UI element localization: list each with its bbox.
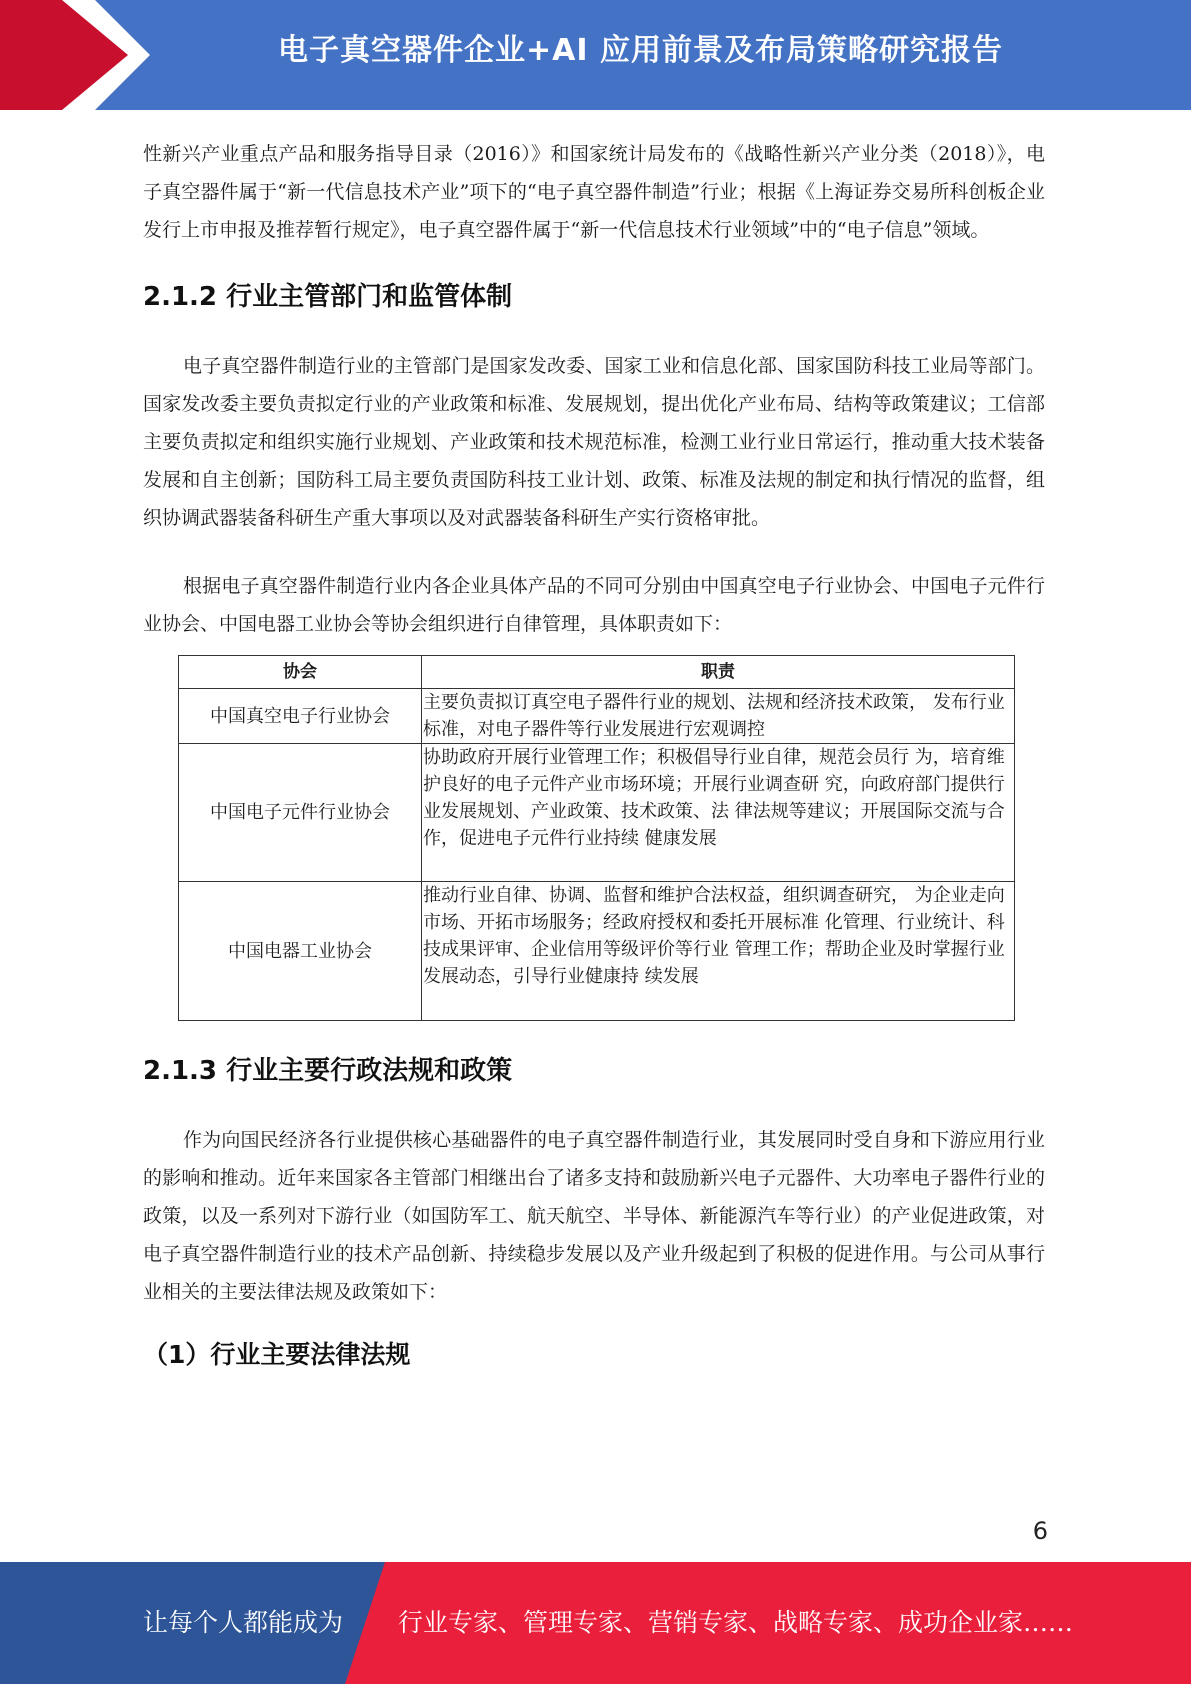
table-cell-duty: 推动行业自律、协调、监督和维护合法权益，组织调查研究， 为企业走向市场、开拓市场服务；经政府授权和委托开展标准 化管理、行业统计、科技成果评审、企业信用等级评价等行业 管理工作；帮助企业及时掌握行业发展动态，引导行业健康持 续发展 — [422, 882, 1015, 1021]
section-heading-2-1-2: 2.1.2 行业主管部门和监管体制 — [143, 282, 513, 312]
policy-paragraph: 作为向国民经济各行业提供核心基础器件的电子真空器件制造行业，其发展同时受自身和下游应用行业的影响和推动。近年来国家各主管部门相继出台了诸多支持和鼓励新兴电子元器件、大功率电子器件行业的政策，以及一系列对下游行业（如国防军工、航天航空、半导体、新能源汽车等行业）的产业促进政策，对电子真空器件制造行业的技术产品创新、持续稳步发展以及产业升级起到了积极的促进作用。与公司从事行业相关的主要法律法规及政策如下： — [143, 1129, 1045, 1303]
section-heading-2-1-3: 2.1.3 行业主要行政法规和政策 — [143, 1056, 513, 1086]
intro-paragraph: 性新兴产业重点产品和服务指导目录（2016）》和国家统计局发布的《战略性新兴产业分类（2018）》，电子真空器件属于“新一代信息技术产业”项下的“电子真空器件制造”行业；根据《上海证券交易所科创板企业发行上市申报及推荐暂行规定》，电子真空器件属于“新一代信息技术行业领域”中的“电子信息”领域。 — [143, 143, 1045, 241]
table-row — [179, 689, 1015, 744]
table-header-association: 协会 — [179, 656, 422, 689]
report-title: 电子真空器件企业+AI 应用前景及布局策略研究报告 — [278, 33, 1003, 68]
footer-slogan-right: 行业专家、管理专家、营销专家、战略专家、成功企业家…… — [398, 1608, 1074, 1637]
page-number: 6 — [1032, 1517, 1048, 1545]
table-cell-duty: 主要负责拟订真空电子器件行业的规划、法规和经济技术政策， 发布行业标准，对电子器件等行业发展进行宏观调控 — [422, 689, 1015, 744]
table-header-row — [179, 656, 1015, 689]
subheading-laws: （1）行业主要法律法规 — [143, 1340, 411, 1369]
page-footer — [0, 1562, 1191, 1684]
table-row — [179, 882, 1015, 1021]
table-cell-org: 中国真空电子行业协会 — [179, 689, 422, 744]
table-row — [179, 744, 1015, 882]
table-header-duty: 职责 — [422, 656, 1015, 689]
page-content — [143, 135, 1045, 1375]
table-cell-duty: 协助政府开展行业管理工作；积极倡导行业自律，规范会员行 为，培育维护良好的电子元件产业市场环境；开展行业调查研 究，向政府部门提供行业发展规划、产业政策、技术政策、法 律法规等建议；开展国际交流与合作，促进电子元件行业持续 健康发展 — [422, 744, 1015, 882]
table-cell-org: 中国电子元件行业协会 — [179, 744, 422, 882]
table-cell-org: 中国电器工业协会 — [179, 882, 422, 1021]
regulator-paragraph: 电子真空器件制造行业的主管部门是国家发改委、国家工业和信息化部、国家国防科技工业局等部门。国家发改委主要负责拟定行业的产业政策和标准、发展规划，提出优化产业布局、结构等政策建议；工信部主要负责拟定和组织实施行业规划、产业政策和技术规范标准，检测工业行业日常运行，推动重大技术装备发展和自主创新；国防科工局主要负责国防科技工业计划、政策、标准及法规的制定和执行情况的监督，组织协调武器装备科研生产重大事项以及对武器装备科研生产实行资格审批。 — [143, 355, 1045, 529]
association-paragraph: 根据电子真空器件制造行业内各企业具体产品的不同可分别由中国真空电子行业协会、中国电子元件行业协会、中国电器工业协会等协会组织进行自律管理，具体职责如下： — [143, 575, 1045, 635]
association-duty-table — [178, 655, 1015, 1021]
page-header — [0, 0, 1191, 110]
footer-slogan-left: 让每个人都能成为 — [143, 1608, 344, 1637]
